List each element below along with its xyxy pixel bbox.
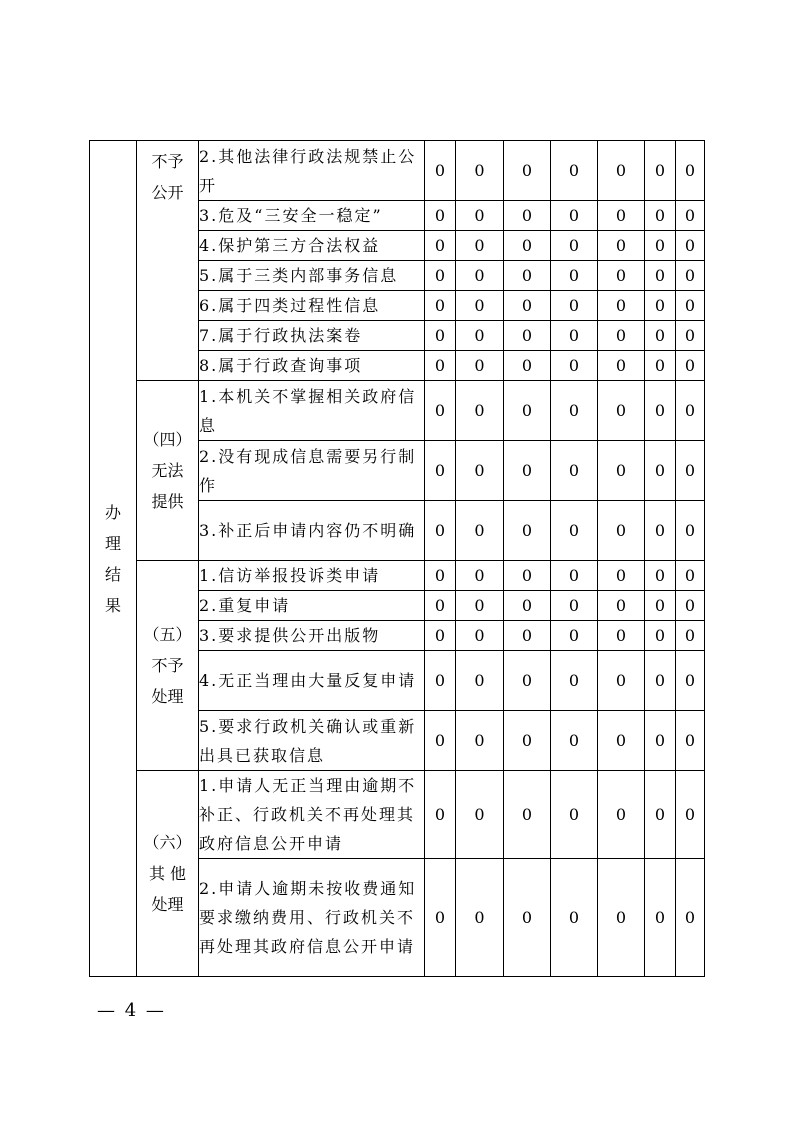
count-cell: 0 [676, 231, 705, 261]
table-row [90, 561, 705, 591]
count-cell: 0 [645, 321, 676, 351]
count-cell: 0 [504, 381, 551, 441]
count-cell: 0 [504, 561, 551, 591]
table-row [90, 771, 705, 859]
disposal-results-table [89, 140, 705, 977]
count-cell: 0 [456, 651, 504, 711]
count-cell: 0 [456, 201, 504, 231]
count-cell: 0 [598, 291, 645, 321]
count-cell: 0 [551, 771, 598, 859]
group-label-cell [137, 381, 199, 561]
count-cell: 0 [551, 261, 598, 291]
count-cell: 0 [676, 621, 705, 651]
count-cell: 0 [598, 321, 645, 351]
count-cell: 0 [598, 141, 645, 201]
group-label-line: 不予 [151, 656, 184, 675]
page-number: — 4 — [97, 1000, 166, 1021]
item-label: 5.属于三类内部事务信息 [199, 261, 425, 291]
count-cell: 0 [504, 859, 551, 977]
table-row [90, 381, 705, 441]
count-cell: 0 [425, 441, 456, 501]
count-cell: 0 [504, 231, 551, 261]
count-cell: 0 [598, 201, 645, 231]
count-cell: 0 [598, 441, 645, 501]
count-cell: 0 [645, 621, 676, 651]
count-cell: 0 [504, 501, 551, 561]
category-char: 果 [104, 595, 121, 615]
count-cell: 0 [645, 501, 676, 561]
item-label: 4.保护第三方合法权益 [199, 231, 425, 261]
table-row [90, 141, 705, 201]
item-label: 3.要求提供公开出版物 [199, 621, 425, 651]
count-cell: 0 [676, 441, 705, 501]
count-cell: 0 [551, 591, 598, 621]
count-cell: 0 [676, 859, 705, 977]
group-label-line: 处理 [151, 895, 184, 914]
count-cell: 0 [598, 381, 645, 441]
count-cell: 0 [456, 351, 504, 381]
count-cell: 0 [598, 711, 645, 771]
item-label: 8.属于行政查询事项 [199, 351, 425, 381]
count-cell: 0 [676, 141, 705, 201]
item-label: 3.危及“三安全一稳定” [199, 201, 425, 231]
count-cell: 0 [425, 351, 456, 381]
count-cell: 0 [425, 231, 456, 261]
count-cell: 0 [676, 351, 705, 381]
count-cell: 0 [676, 501, 705, 561]
count-cell: 0 [456, 381, 504, 441]
group-label-line: （六） [143, 833, 192, 852]
count-cell: 0 [425, 321, 456, 351]
count-cell: 0 [425, 261, 456, 291]
group-label-line: 处理 [151, 687, 184, 706]
count-cell: 0 [425, 859, 456, 977]
count-cell: 0 [645, 291, 676, 321]
item-label: 5.要求行政机关确认或重新出具已获取信息 [199, 711, 425, 771]
count-cell: 0 [425, 381, 456, 441]
count-cell: 0 [645, 261, 676, 291]
count-cell: 0 [645, 859, 676, 977]
count-cell: 0 [645, 441, 676, 501]
count-cell: 0 [676, 291, 705, 321]
count-cell: 0 [504, 771, 551, 859]
count-cell: 0 [504, 621, 551, 651]
count-cell: 0 [676, 201, 705, 231]
count-cell: 0 [456, 711, 504, 771]
count-cell: 0 [551, 621, 598, 651]
count-cell: 0 [598, 771, 645, 859]
count-cell: 0 [551, 321, 598, 351]
count-cell: 0 [598, 561, 645, 591]
count-cell: 0 [504, 261, 551, 291]
count-cell: 0 [504, 141, 551, 201]
group-label-line: 提供 [151, 492, 184, 511]
count-cell: 0 [676, 651, 705, 711]
count-cell: 0 [456, 859, 504, 977]
count-cell: 0 [456, 771, 504, 859]
count-cell: 0 [645, 351, 676, 381]
count-cell: 0 [425, 651, 456, 711]
count-cell: 0 [456, 291, 504, 321]
count-cell: 0 [551, 561, 598, 591]
count-cell: 0 [504, 201, 551, 231]
count-cell: 0 [551, 651, 598, 711]
count-cell: 0 [551, 201, 598, 231]
category-char: 理 [104, 533, 121, 553]
group-label-cell [137, 771, 199, 977]
count-cell: 0 [551, 501, 598, 561]
item-label: 2.重复申请 [199, 591, 425, 621]
item-label: 1.申请人无正当理由逾期不补正、行政机关不再处理其政府信息公开申请 [199, 771, 425, 859]
group-label-line: 其 他 [148, 864, 187, 883]
count-cell: 0 [645, 711, 676, 771]
count-cell: 0 [598, 591, 645, 621]
group-label-cell [137, 141, 199, 381]
count-cell: 0 [456, 591, 504, 621]
count-cell: 0 [598, 621, 645, 651]
count-cell: 0 [676, 591, 705, 621]
item-label: 2.其他法律行政法规禁止公开 [199, 141, 425, 201]
count-cell: 0 [676, 321, 705, 351]
count-cell: 0 [425, 771, 456, 859]
category-char: 结 [104, 564, 121, 584]
count-cell: 0 [504, 651, 551, 711]
item-label: 4.无正当理由大量反复申请 [199, 651, 425, 711]
count-cell: 0 [598, 859, 645, 977]
count-cell: 0 [645, 381, 676, 441]
group-label-cell [137, 561, 199, 771]
count-cell: 0 [598, 501, 645, 561]
count-cell: 0 [551, 291, 598, 321]
count-cell: 0 [456, 561, 504, 591]
count-cell: 0 [551, 381, 598, 441]
count-cell: 0 [598, 651, 645, 711]
count-cell: 0 [425, 291, 456, 321]
group-label-line: （五） [143, 625, 192, 644]
count-cell: 0 [504, 291, 551, 321]
count-cell: 0 [676, 771, 705, 859]
count-cell: 0 [676, 561, 705, 591]
count-cell: 0 [425, 501, 456, 561]
count-cell: 0 [551, 141, 598, 201]
category-char: 办 [104, 502, 121, 522]
count-cell: 0 [456, 501, 504, 561]
count-cell: 0 [645, 231, 676, 261]
count-cell: 0 [645, 771, 676, 859]
count-cell: 0 [504, 441, 551, 501]
count-cell: 0 [425, 591, 456, 621]
group-label-line: 公开 [151, 183, 184, 202]
count-cell: 0 [425, 621, 456, 651]
count-cell: 0 [645, 141, 676, 201]
count-cell: 0 [551, 231, 598, 261]
count-cell: 0 [645, 651, 676, 711]
count-cell: 0 [504, 591, 551, 621]
count-cell: 0 [425, 201, 456, 231]
item-label: 3.补正后申请内容仍不明确 [199, 501, 425, 561]
count-cell: 0 [504, 321, 551, 351]
count-cell: 0 [425, 141, 456, 201]
group-label-line: 不予 [151, 152, 184, 171]
group-label-line: （四） [143, 430, 192, 449]
count-cell: 0 [551, 859, 598, 977]
count-cell: 0 [676, 381, 705, 441]
count-cell: 0 [425, 561, 456, 591]
count-cell: 0 [676, 711, 705, 771]
count-cell: 0 [504, 711, 551, 771]
group-label-line: 无法 [151, 461, 184, 480]
count-cell: 0 [676, 261, 705, 291]
count-cell: 0 [551, 351, 598, 381]
item-label: 2.没有现成信息需要另行制作 [199, 441, 425, 501]
count-cell: 0 [598, 261, 645, 291]
count-cell: 0 [456, 441, 504, 501]
count-cell: 0 [645, 591, 676, 621]
count-cell: 0 [598, 351, 645, 381]
count-cell: 0 [456, 141, 504, 201]
count-cell: 0 [456, 621, 504, 651]
count-cell: 0 [456, 321, 504, 351]
count-cell: 0 [598, 231, 645, 261]
item-label: 2.申请人逾期未按收费通知要求缴纳费用、行政机关不再处理其政府信息公开申请 [199, 859, 425, 977]
count-cell: 0 [456, 261, 504, 291]
count-cell: 0 [504, 351, 551, 381]
category-cell [90, 141, 137, 977]
item-label: 1.信访举报投诉类申请 [199, 561, 425, 591]
item-label: 7.属于行政执法案卷 [199, 321, 425, 351]
count-cell: 0 [551, 441, 598, 501]
count-cell: 0 [645, 201, 676, 231]
count-cell: 0 [425, 711, 456, 771]
item-label: 6.属于四类过程性信息 [199, 291, 425, 321]
count-cell: 0 [551, 711, 598, 771]
count-cell: 0 [645, 561, 676, 591]
item-label: 1.本机关不掌握相关政府信息 [199, 381, 425, 441]
count-cell: 0 [456, 231, 504, 261]
